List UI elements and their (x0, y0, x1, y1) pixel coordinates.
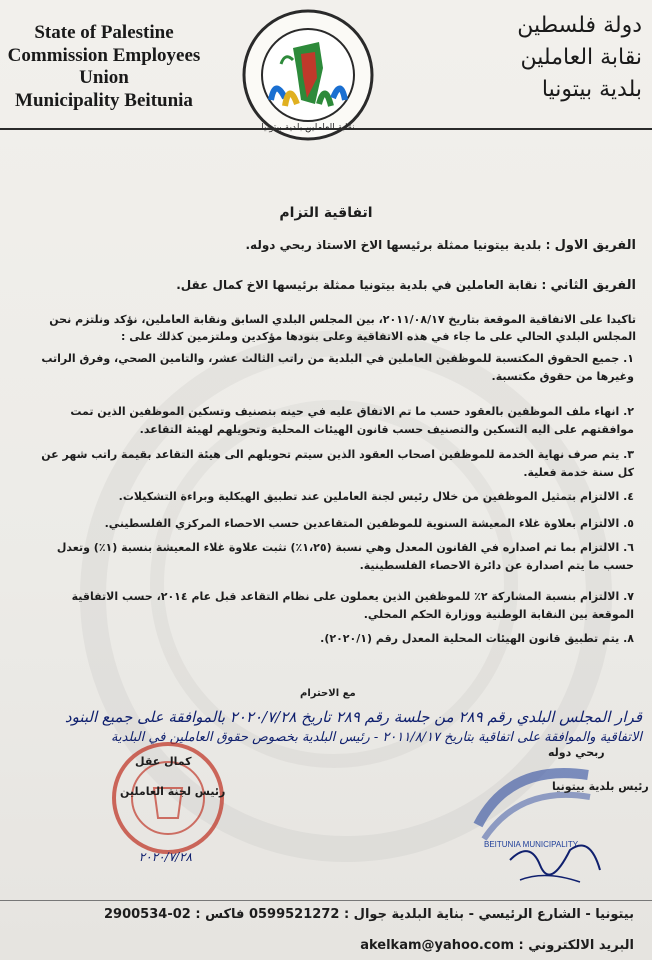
handwritten-date: ٢٠٢٠/٧/٢٨ (138, 850, 192, 864)
header-arabic (452, 10, 642, 106)
header-english (4, 22, 204, 112)
left-signer-name: كمال عقل (135, 755, 192, 768)
footer-divider (0, 900, 652, 901)
left-signer-title: رئيس لجنة العاملين (120, 785, 226, 798)
clause-6: ٦. الالتزام بما تم اصداره في القانون المعدل وهي نسبة (١،٢٥٪) تثبت علاوة غلاء المعيشة بنسبة (١٪) وتعدل حسب ما يتم اصدارة عن دائرة الاحصاء الفلسطينية. (56, 541, 634, 572)
party-one (76, 238, 636, 253)
footer-fax-label: فاكس : (195, 907, 245, 922)
clause-1: ١. جميع الحقوق المكتسبة للموظفين العاملين في البلدية من راتب الثالث عشر، والتامين الصحي، وفرق الراتب وغيرها من حقوق مكتسبة. (41, 352, 634, 383)
header-ar-line-3: بلدية بيتونيا (541, 77, 642, 102)
footer-mobile-label: جوال : (343, 907, 387, 922)
clause-5: ٥. الالتزام بعلاوة غلاء المعيشة السنوية للموظفين المتقاعدين حسب الاحصاء المركزي الفلسطيني. (104, 517, 634, 530)
clause-4: ٤. الالتزام بتمثيل الموظفين من خلال رئيس لجنة العاملين عند تطبيق الهيكلية وبراءة التشكيلات. (118, 490, 634, 503)
intro-paragraph: تاكيدا على الاتفاقية الموقعة بتاريخ ٢٠١١/٠٨/١٧، بين المجلس البلدي السابق ونقابة العاملين، نؤكد ونلتزم نحن المجلس البلدي الحالي على ما جاء في هذه الاتفاقية وعلى بنودها مؤكدين وملتزمين كذلك على : (49, 313, 636, 343)
right-signer-title: رئيس بلدية بيتونيا (552, 780, 649, 793)
header-en-line-3: Union (79, 67, 129, 88)
footer-fax: 02-2900534 (104, 907, 191, 922)
union-logo (241, 8, 375, 142)
stamp-right-label: BEITUNIA MUNICIPALITY (484, 840, 579, 849)
header-en-line-1: State of Palestine (34, 22, 174, 43)
handwritten-line-2: الاتفاقية والموافقة على اتفاقية بتاريخ ٢٠١١/٨/١٧ - رئيس البلدية بخصوص حقوق العاملين في البلدية (111, 730, 642, 745)
footer-mobile: 0599521272 (248, 907, 340, 922)
document-title: اتفاقية التزام (279, 205, 373, 221)
clause-7: ٧. الالتزام بنسبة المشاركة ٢٪ للموظفين الذين يعملون على نظام التقاعد قبل عام ٢٠١٤، حسب الاتفاقية الموقعة بين النقابة الوطنية ووزارة الحكم المحلي. (71, 590, 634, 621)
party-two (76, 278, 636, 293)
footer-contact (104, 907, 634, 922)
footer-email-row (360, 938, 634, 953)
clause-3: ٣. يتم صرف نهاية الخدمة للموظفين اصحاب العقود الذين سيتم تحويلهم الى هيئة التقاعد بقيمة راتب شهر عن كل سنة خدمة فعلية. (41, 448, 634, 479)
clause-8: ٨. يتم تطبيق قانون الهيئات المحلية المعدل رقم (٢٠٢٠/١). (320, 632, 634, 645)
party-two-label: الفريق الثاني (550, 278, 636, 293)
party-two-text: : نقابة العاملين في بلدية بيتونيا ممثلة برئيسها الاخ كمال عقل. (176, 278, 547, 292)
mayor-signature (500, 820, 610, 890)
party-one-label: الفريق الاول (554, 238, 636, 253)
footer-email[interactable]: akelkam@yahoo.com (360, 938, 514, 953)
footer-email-label: البريد الالكتروني : (518, 938, 634, 953)
header-divider (0, 128, 652, 130)
party-one-text: : بلدية بيتونيا ممثلة برئيسها الاخ الاستاذ ربحي دوله. (245, 238, 551, 252)
header-en-line-2: Commission Employees (7, 44, 201, 66)
right-signer-name: ربحي دوله (548, 746, 605, 759)
header-ar-line-1: دولة فلسطين (517, 13, 642, 38)
closing-regards: مع الاحترام (300, 688, 356, 699)
header-ar-line-2: نقابة العاملين (520, 45, 642, 70)
header-en-line-4: Municipality Beitunia (15, 89, 193, 111)
clause-2: ٢. انهاء ملف الموظفين بالعقود حسب ما تم الاتفاق عليه في حينه بتصنيف وتسكين الموظفين الذين تمت موافقتهم على اليه التسكين والتصنيف حسب قانون الهيئات المحلية وتحويلهم لهيئة التقاعد. (70, 405, 634, 436)
handwritten-line-1: قرار المجلس البلدي رقم ٢٨٩ من جلسة رقم ٢٨٩ تاريخ ٢٠٢٠/٧/٢٨ بالموافقة على جميع البنود (64, 708, 642, 726)
footer-address: بيتونيا - الشارع الرئيسي - بناية البلدية (391, 907, 634, 922)
